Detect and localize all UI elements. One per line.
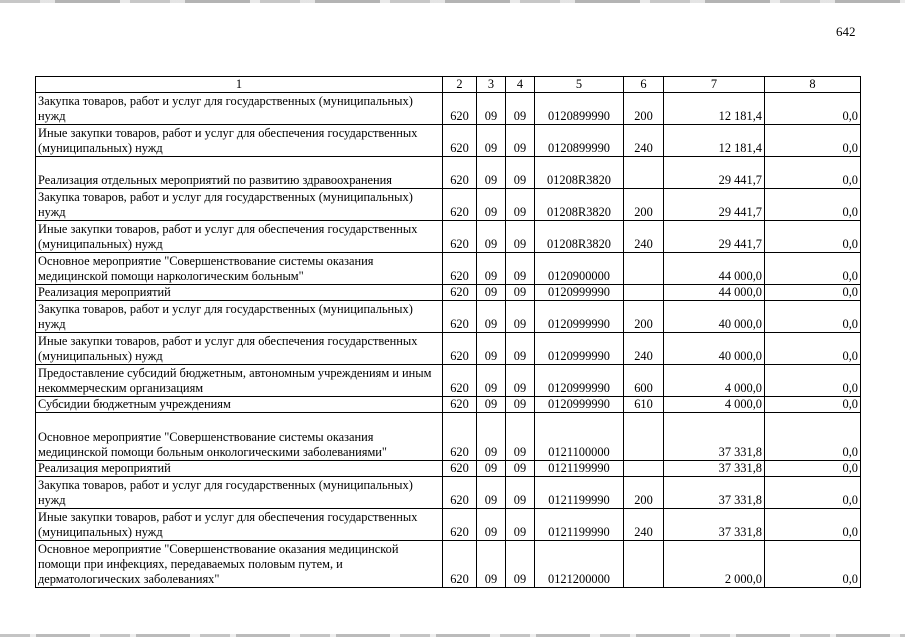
- table-row: [36, 477, 861, 509]
- ministry-code: 620: [443, 461, 477, 477]
- budget-item-name: Предоставление субсидий бюджетным, автономным учреждениям и иным некоммерческим организациям: [36, 365, 443, 397]
- expense-type-code: 610: [624, 397, 664, 413]
- target-article-code: 0120999990: [535, 301, 624, 333]
- table-row: [36, 285, 861, 301]
- budget-item-name: Субсидии бюджетным учреждениям: [36, 397, 443, 413]
- table-row: [36, 93, 861, 125]
- amount-secondary-value: 0,0: [765, 285, 861, 301]
- amount-secondary-value: 0,0: [765, 333, 861, 365]
- section-code: 09: [477, 301, 506, 333]
- amount-secondary-value: 0,0: [765, 253, 861, 285]
- target-article-code: 0120899990: [535, 93, 624, 125]
- subsection-code: 09: [506, 397, 535, 413]
- column-header: 5: [535, 77, 624, 93]
- amount-value: 29 441,7: [664, 189, 765, 221]
- target-article-code: 0121100000: [535, 413, 624, 461]
- column-header: 8: [765, 77, 861, 93]
- ministry-code: 620: [443, 413, 477, 461]
- budget-table: [35, 76, 861, 588]
- subsection-code: 09: [506, 365, 535, 397]
- subsection-code: 09: [506, 509, 535, 541]
- subsection-code: 09: [506, 221, 535, 253]
- expense-type-code: [624, 413, 664, 461]
- section-code: 09: [477, 285, 506, 301]
- amount-value: 37 331,8: [664, 509, 765, 541]
- ministry-code: 620: [443, 365, 477, 397]
- amount-value: 4 000,0: [664, 397, 765, 413]
- amount-secondary-value: 0,0: [765, 541, 861, 588]
- amount-secondary-value: 0,0: [765, 509, 861, 541]
- budget-item-name: Иные закупки товаров, работ и услуг для обеспечения государственных (муниципальных) нужд: [36, 509, 443, 541]
- amount-value: 44 000,0: [664, 253, 765, 285]
- target-article-code: 0121199990: [535, 509, 624, 541]
- ministry-code: 620: [443, 397, 477, 413]
- section-code: 09: [477, 365, 506, 397]
- ministry-code: 620: [443, 333, 477, 365]
- subsection-code: 09: [506, 541, 535, 588]
- ministry-code: 620: [443, 125, 477, 157]
- amount-secondary-value: 0,0: [765, 221, 861, 253]
- target-article-code: 0120999990: [535, 285, 624, 301]
- amount-secondary-value: 0,0: [765, 301, 861, 333]
- target-article-code: 0120900000: [535, 253, 624, 285]
- subsection-code: 09: [506, 253, 535, 285]
- ministry-code: 620: [443, 477, 477, 509]
- amount-secondary-value: 0,0: [765, 461, 861, 477]
- amount-secondary-value: 0,0: [765, 397, 861, 413]
- scan-bottom-edge: [0, 634, 905, 637]
- amount-value: 44 000,0: [664, 285, 765, 301]
- amount-value: 37 331,8: [664, 477, 765, 509]
- target-article-code: 0120999990: [535, 365, 624, 397]
- ministry-code: 620: [443, 541, 477, 588]
- section-code: 09: [477, 413, 506, 461]
- amount-value: 2 000,0: [664, 541, 765, 588]
- amount-secondary-value: 0,0: [765, 413, 861, 461]
- subsection-code: 09: [506, 461, 535, 477]
- amount-secondary-value: 0,0: [765, 157, 861, 189]
- table-row: [36, 461, 861, 477]
- table-row: [36, 157, 861, 189]
- ministry-code: 620: [443, 509, 477, 541]
- ministry-code: 620: [443, 221, 477, 253]
- budget-item-name: Иные закупки товаров, работ и услуг для обеспечения государственных (муниципальных) нужд: [36, 125, 443, 157]
- target-article-code: 0120999990: [535, 397, 624, 413]
- target-article-code: 0121199990: [535, 477, 624, 509]
- section-code: 09: [477, 189, 506, 221]
- amount-value: 12 181,4: [664, 93, 765, 125]
- amount-value: 29 441,7: [664, 157, 765, 189]
- section-code: 09: [477, 541, 506, 588]
- column-header: 7: [664, 77, 765, 93]
- target-article-code: 0120899990: [535, 125, 624, 157]
- ministry-code: 620: [443, 253, 477, 285]
- column-header: 4: [506, 77, 535, 93]
- expense-type-code: [624, 157, 664, 189]
- section-code: 09: [477, 157, 506, 189]
- amount-secondary-value: 0,0: [765, 125, 861, 157]
- expense-type-code: 200: [624, 93, 664, 125]
- ministry-code: 620: [443, 189, 477, 221]
- target-article-code: 0121200000: [535, 541, 624, 588]
- section-code: 09: [477, 125, 506, 157]
- section-code: 09: [477, 333, 506, 365]
- table-row: [36, 413, 861, 461]
- expense-type-code: 240: [624, 221, 664, 253]
- amount-secondary-value: 0,0: [765, 189, 861, 221]
- expense-type-code: [624, 253, 664, 285]
- budget-item-name: Иные закупки товаров, работ и услуг для обеспечения государственных (муниципальных) нужд: [36, 333, 443, 365]
- section-code: 09: [477, 477, 506, 509]
- budget-item-name: Основное мероприятие "Совершенствование системы оказания медицинской помощи больным онкологическими заболеваниями": [36, 413, 443, 461]
- ministry-code: 620: [443, 285, 477, 301]
- subsection-code: 09: [506, 125, 535, 157]
- column-header: 3: [477, 77, 506, 93]
- subsection-code: 09: [506, 333, 535, 365]
- subsection-code: 09: [506, 301, 535, 333]
- expense-type-code: [624, 285, 664, 301]
- expense-type-code: 240: [624, 509, 664, 541]
- budget-item-name: Реализация мероприятий: [36, 285, 443, 301]
- table-row: [36, 125, 861, 157]
- expense-type-code: 200: [624, 189, 664, 221]
- budget-item-name: Основное мероприятие "Совершенствование системы оказания медицинской помощи наркологическим больным": [36, 253, 443, 285]
- budget-item-name: Закупка товаров, работ и услуг для государственных (муниципальных) нужд: [36, 477, 443, 509]
- expense-type-code: 600: [624, 365, 664, 397]
- section-code: 09: [477, 253, 506, 285]
- budget-item-name: Реализация мероприятий: [36, 461, 443, 477]
- section-code: 09: [477, 461, 506, 477]
- ministry-code: 620: [443, 301, 477, 333]
- expense-type-code: 200: [624, 477, 664, 509]
- subsection-code: 09: [506, 477, 535, 509]
- amount-value: 4 000,0: [664, 365, 765, 397]
- section-code: 09: [477, 397, 506, 413]
- column-header: 1: [36, 77, 443, 93]
- table-row: [36, 333, 861, 365]
- expense-type-code: 240: [624, 125, 664, 157]
- budget-item-name: Иные закупки товаров, работ и услуг для обеспечения государственных (муниципальных) нужд: [36, 221, 443, 253]
- section-code: 09: [477, 93, 506, 125]
- table-row: [36, 301, 861, 333]
- table-row: [36, 365, 861, 397]
- amount-value: 29 441,7: [664, 221, 765, 253]
- amount-value: 40 000,0: [664, 301, 765, 333]
- expense-type-code: 200: [624, 301, 664, 333]
- amount-secondary-value: 0,0: [765, 477, 861, 509]
- amount-value: 37 331,8: [664, 413, 765, 461]
- subsection-code: 09: [506, 157, 535, 189]
- budget-item-name: Основное мероприятие "Совершенствование оказания медицинской помощи при инфекциях, передаваемых половым путем, и дерматологических заболеваниях": [36, 541, 443, 588]
- column-number-row: [36, 77, 861, 93]
- page-number: 642: [836, 24, 856, 39]
- target-article-code: 0121199990: [535, 461, 624, 477]
- ministry-code: 620: [443, 93, 477, 125]
- subsection-code: 09: [506, 93, 535, 125]
- table-row: [36, 509, 861, 541]
- expense-type-code: 240: [624, 333, 664, 365]
- subsection-code: 09: [506, 413, 535, 461]
- section-code: 09: [477, 221, 506, 253]
- section-code: 09: [477, 509, 506, 541]
- amount-value: 40 000,0: [664, 333, 765, 365]
- budget-item-name: Закупка товаров, работ и услуг для государственных (муниципальных) нужд: [36, 93, 443, 125]
- budget-item-name: Закупка товаров, работ и услуг для государственных (муниципальных) нужд: [36, 301, 443, 333]
- table-row: [36, 253, 861, 285]
- amount-value: 37 331,8: [664, 461, 765, 477]
- expense-type-code: [624, 541, 664, 588]
- table-row: [36, 189, 861, 221]
- amount-value: 12 181,4: [664, 125, 765, 157]
- scan-top-edge: [0, 0, 905, 3]
- expense-type-code: [624, 461, 664, 477]
- target-article-code: 0120999990: [535, 333, 624, 365]
- amount-secondary-value: 0,0: [765, 365, 861, 397]
- subsection-code: 09: [506, 189, 535, 221]
- column-header: 6: [624, 77, 664, 93]
- budget-item-name: Реализация отдельных мероприятий по развитию здравоохранения: [36, 157, 443, 189]
- subsection-code: 09: [506, 285, 535, 301]
- table-row: [36, 221, 861, 253]
- ministry-code: 620: [443, 157, 477, 189]
- amount-secondary-value: 0,0: [765, 93, 861, 125]
- budget-item-name: Закупка товаров, работ и услуг для государственных (муниципальных) нужд: [36, 189, 443, 221]
- target-article-code: 01208R3820: [535, 189, 624, 221]
- table-row: [36, 541, 861, 588]
- table-row: [36, 397, 861, 413]
- column-header: 2: [443, 77, 477, 93]
- target-article-code: 01208R3820: [535, 157, 624, 189]
- target-article-code: 01208R3820: [535, 221, 624, 253]
